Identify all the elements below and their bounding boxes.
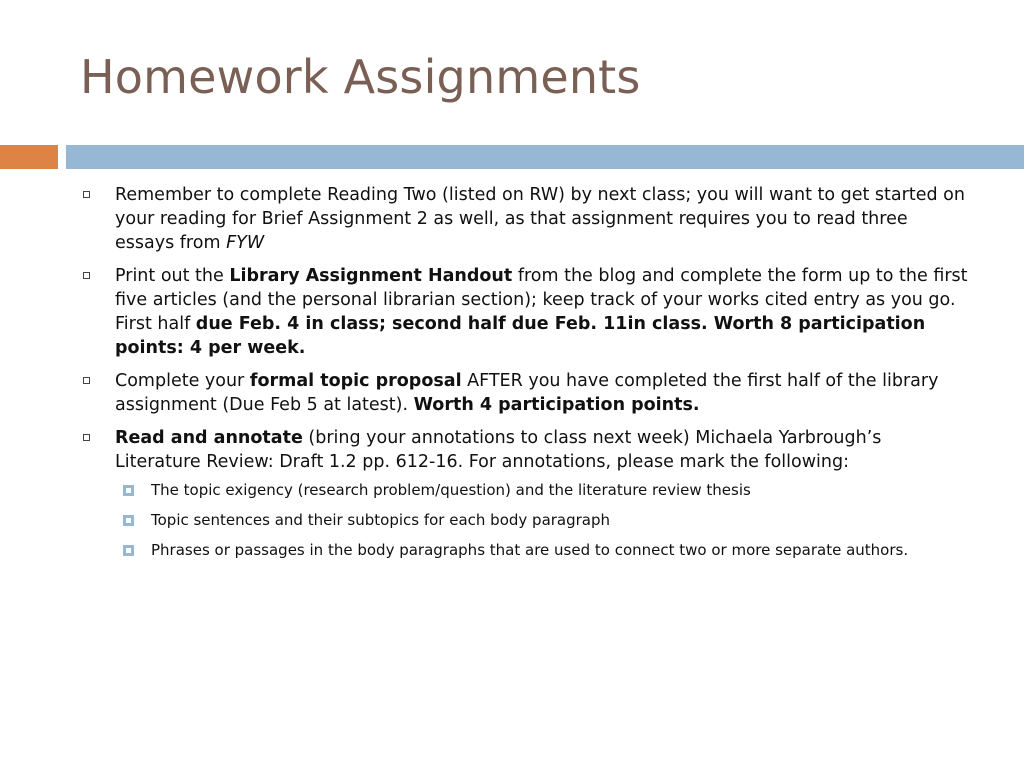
bullet-bold-text: Library Assignment Handout [229,266,513,286]
sub-bullet-item [115,510,970,531]
slide-content [80,183,970,570]
bullet-bold-text: Worth 4 participation points. [413,395,700,415]
bullet-bold-text: formal topic proposal [249,371,462,391]
bullet-text: Print out the [115,266,230,286]
square-bullet-icon [83,191,90,198]
bullet-text: (bring your annotations to class next week) Michaela Yarbrough’s Literature Review: Draft 1.2 pp. 612-16. For annotations, please mark the following: [115,428,882,472]
bullet-italic-text: FYW [226,233,265,253]
sub-bullet-text: The topic exigency (research problem/question) and the literature review thesis [151,481,751,499]
square-bullet-icon [83,272,90,279]
bullet-text: Complete your [115,371,250,391]
bullet-bold-text: due Feb. 4 in class; second half due Feb. 11in class. Worth 8 participation points: 4 per week. [115,314,926,358]
bullet-list [80,183,970,561]
accent-bar-orange [0,145,58,169]
slide-title: Homework Assignments [80,50,641,104]
bullet-topic-proposal [80,369,970,417]
filled-square-bullet-icon [123,485,134,496]
filled-square-bullet-icon [123,515,134,526]
bullet-text: Remember to complete Reading Two (listed on RW) by next class; you will want to get started on your reading for Brief Assignment 2 as well, as that assignment requires you to read three essays from [115,185,965,253]
bullet-library-assignment [80,264,970,360]
bullet-reading-two [80,183,970,255]
sub-bullet-item [115,480,970,501]
sub-bullet-text: Topic sentences and their subtopics for each body paragraph [151,511,611,529]
sub-bullet-item [115,540,970,561]
square-bullet-icon [83,434,90,441]
filled-square-bullet-icon [123,545,134,556]
sub-bullet-text: Phrases or passages in the body paragraphs that are used to connect two or more separate authors. [151,541,909,559]
bullet-bold-text: Read and annotate [115,428,303,448]
sub-bullet-list [115,480,970,561]
square-bullet-icon [83,377,90,384]
bullet-text: from the blog and complete the form up to the first five articles (and the personal librarian section); keep track of your works cited entry as you go. First half [115,266,968,334]
accent-bar-blue [66,145,1024,169]
bullet-text: AFTER you have completed the first half of the library assignment (Due Feb 5 at latest). [115,371,939,415]
bullet-read-annotate [80,426,970,561]
